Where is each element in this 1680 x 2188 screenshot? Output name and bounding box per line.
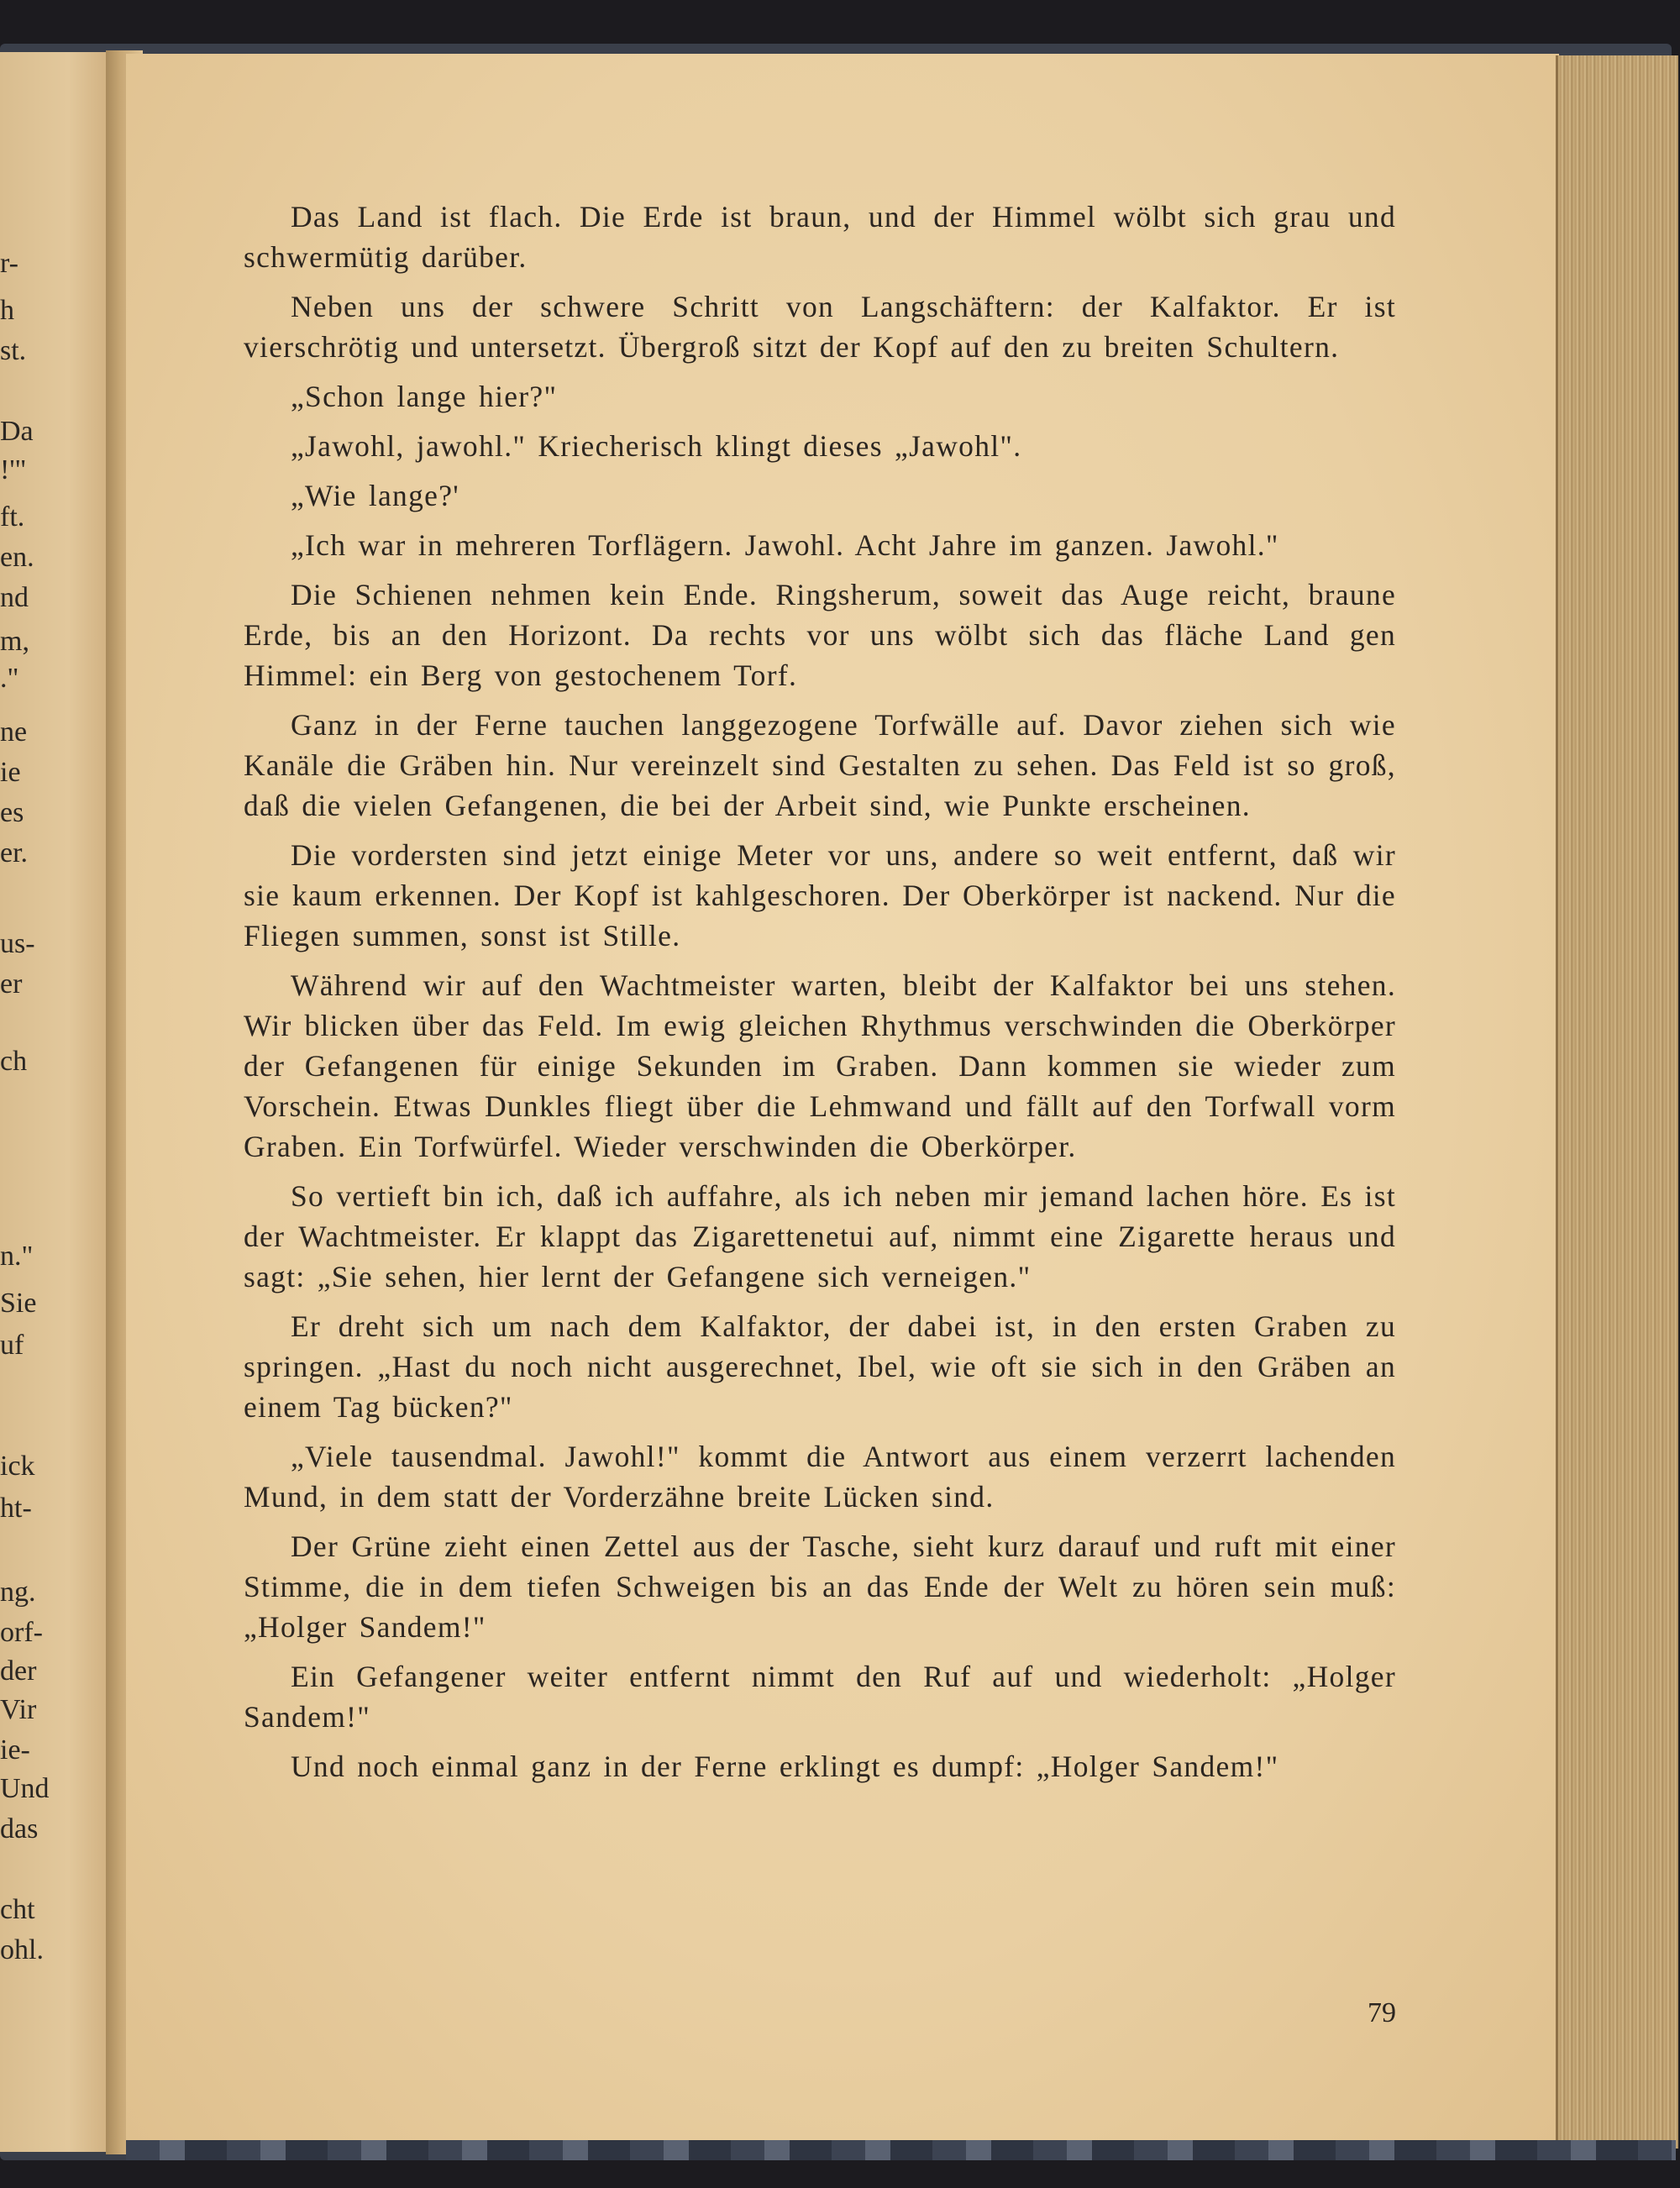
left-page-fragment: er. — [0, 837, 29, 868]
left-page-fragment: h — [0, 295, 14, 326]
left-page-fragment: der — [0, 1655, 37, 1687]
left-page-fragment: !'" — [0, 454, 27, 485]
page-number: 79 — [1368, 1997, 1396, 2028]
paragraph: Ein Gefangener weiter entfernt nimmt den Ruf auf und wiederholt: „Holger Sandem!" — [244, 1660, 1396, 1734]
left-page-fragment: ft. — [0, 501, 25, 533]
left-page-fragment: st. — [0, 335, 27, 366]
left-page-fragment: Und — [0, 1773, 50, 1804]
paragraph: Die Schienen nehmen kein Ende. Ringsherum, soweit das Auge reicht, braune Erde, bis an den Horizont. Da rechts vor uns wölbt sich das fläche Land gen Himmel: ein Berg von gestochenem Torf. — [244, 578, 1396, 692]
paragraph: „Wie lange?' — [291, 479, 459, 512]
paragraph: Und noch einmal ganz in der Ferne erklingt es dumpf: „Holger Sandem!" — [291, 1750, 1279, 1783]
left-page-fragment: us- — [0, 928, 35, 959]
left-page-fragment: cht — [0, 1894, 35, 1925]
paragraph: Er dreht sich um nach dem Kalfaktor, der dabei ist, in den ersten Graben zu springen. „Hast du noch nicht ausgerechnet, Ibel, wie oft sie sich in den Gräben an einem Tag bücken?" — [244, 1309, 1396, 1424]
left-page-fragment: Vir — [0, 1694, 37, 1725]
left-page-fragment: ie- — [0, 1734, 30, 1766]
left-page-fragment: Da — [0, 416, 34, 447]
paragraph: „Viele tausendmal. Jawohl!" kommt die Antwort aus einem verzerrt lachenden Mund, in dem statt der Vorderzähne breite Lücken sind. — [244, 1440, 1396, 1514]
left-page-fragment: ick — [0, 1451, 35, 1482]
paragraph: Die vordersten sind jetzt einige Meter vor uns, andere so weit entfernt, daß wir sie kaum erkennen. Der Kopf ist kahlgeschoren. Der Oberkörper ist nackend. Nur die Fliegen summen, sonst ist Stille. — [244, 838, 1396, 952]
left-page-fragment: ohl. — [0, 1934, 44, 1965]
left-page-fragment: das — [0, 1813, 39, 1844]
paragraph: Während wir auf den Wachtmeister warten, bleibt der Kalfaktor bei uns stehen. Wir blicken über das Feld. Im ewig gleichen Rhythmus verschwinden die Oberkörper der Gefangenen für einige Sekunden im Graben. Dann kommen sie wieder zum Vorschein. Etwas Dunkles fliegt über die Lehmwand und fällt auf den Torfwall vorm Graben. Ein Torfwürfel. Wieder verschwinden die Oberkörper. — [244, 968, 1396, 1163]
paragraph: So vertieft bin ich, daß ich auffahre, als ich neben mir jemand lachen höre. Es ist der Wachtmeister. Er klappt das Zigarettenetui auf, nimmt eine Zigarette heraus und sagt: „Sie sehen, hier lernt der Gefangene sich verneigen." — [244, 1179, 1396, 1293]
left-page-fragment: nd — [0, 582, 29, 613]
paragraph: „Schon lange hier?" — [291, 380, 558, 413]
paragraph: „Jawohl, jawohl." Kriecherisch klingt dieses „Jawohl". — [291, 429, 1022, 463]
paragraph: „Ich war in mehreren Torflägern. Jawohl. Acht Jahre im ganzen. Jawohl." — [291, 528, 1279, 562]
page-edges — [1556, 55, 1678, 2149]
left-page-fragment: er — [0, 968, 23, 1000]
left-page-fragment: en. — [0, 542, 34, 573]
left-page-fragment: ne — [0, 716, 28, 748]
left-page-fragment: uf — [0, 1330, 24, 1361]
left-page-fragment: ng. — [0, 1577, 36, 1608]
paragraph: Ganz in der Ferne tauchen langgezogene Torfwälle auf. Davor ziehen sich wie Kanäle die Gräben hin. Nur vereinzelt sind Gestalten zu sehen. Das Feld ist so groß, daß die vielen Gefangenen, die bei der Arbeit sind, wie Punkte erscheinen. — [244, 708, 1396, 822]
left-page-fragment: Sie — [0, 1288, 37, 1319]
left-page-fragment: ." — [0, 663, 19, 694]
left-page-fragment: n." — [0, 1241, 34, 1272]
book-bottom-edge — [126, 2140, 1676, 2160]
paragraph: Neben uns der schwere Schritt von Langschäftern: der Kalfaktor. Er ist vierschrötig und untersetzt. Übergroß sitzt der Kopf auf den zu breiten Schultern. — [244, 290, 1396, 364]
left-page-fragment: r- — [0, 248, 18, 279]
left-page-fragment: ht- — [0, 1493, 32, 1524]
left-page-fragment: orf- — [0, 1617, 43, 1648]
left-page-fragment: es — [0, 797, 24, 828]
left-page-fragment: ie — [0, 757, 21, 788]
body-text — [244, 197, 1396, 1796]
paragraph: Das Land ist flach. Die Erde ist braun, und der Himmel wölbt sich grau und schwermütig darüber. — [244, 200, 1396, 274]
paragraph: Der Grüne zieht einen Zettel aus der Tasche, sieht kurz darauf und ruft mit einer Stimme, die in dem tiefen Schweigen bis an das Ende der Welt zu hören sein muß: „Holger Sandem!" — [244, 1530, 1396, 1644]
left-page-fragment: ch — [0, 1046, 28, 1077]
left-page-fragment: m, — [0, 626, 29, 657]
